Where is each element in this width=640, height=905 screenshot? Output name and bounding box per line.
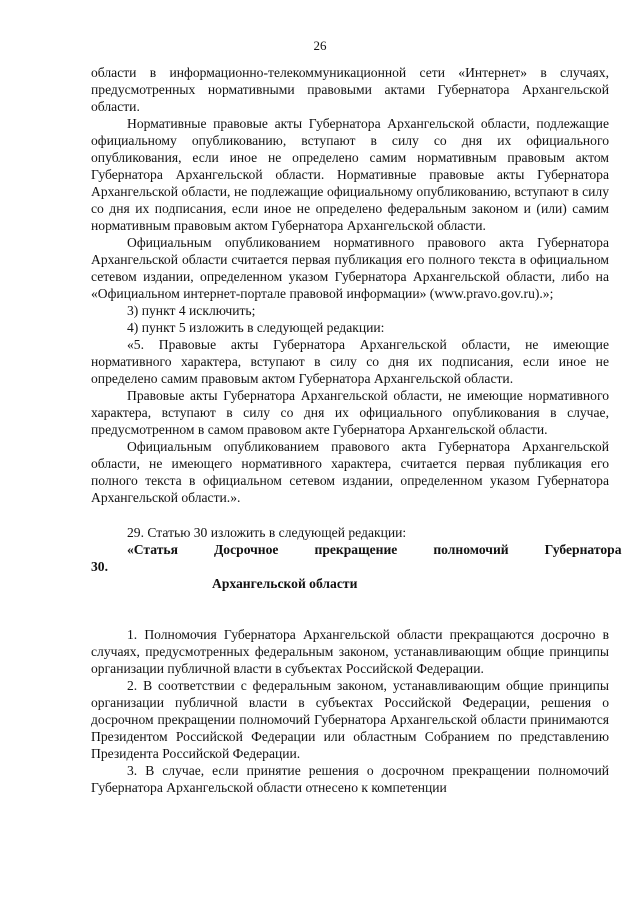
paragraph-1: области в информационно-телекоммуникационной сети «Интернет» в случаях, предусмотренных нормативными правовыми актами Губернатора Архангельской области. [91,65,609,114]
article-heading [91,541,622,575]
paragraph-3: Официальным опубликованием нормативного правового акта Губернатора Архангельской области считается первая публикация его полного текста в официальном сетевом издании, определенном указом Губернатора Архангельской области, либо на «Официальном интернет-портале правовой информации» (www.pravo.gov.ru).»; [91,235,609,301]
paragraph-11: 2. В соответствии с федеральным законом, устанавливающим общие принципы организации публичной власти в субъектах Российской Федерации, решения о досрочном прекращении полномочий Губернатора Архангельской области принимаются Президентом Российской Федерации или областным Собранием по представлению Президента Российской Федерации. [91,678,609,761]
paragraph-8: Официальным опубликованием правового акта Губернатора Архангельской области, не имеющего нормативного характера, считается первая публикация его полного текста в официальном сетевом издании, определенном указом Губернатора Архангельской области.». [91,439,609,505]
document-body [91,64,622,796]
article-heading-word: прекращение [314,542,398,557]
paragraph-7: Правовые акты Губернатора Архангельской области, не имеющие нормативного характера, вступают в силу со дня их официального опубликования в случае, предусмотренном в самом правовом акте Губернатора Архангельской области. [91,388,609,437]
paragraph-4: 3) пункт 4 исключить; [127,303,256,318]
paragraph-10: 1. Полномочия Губернатора Архангельской области прекращаются досрочно в случаях, предусмотренных федеральным законом, устанавливающим общие принципы организации публичной власти в субъектах Российской Федерации. [91,627,609,676]
paragraph-9: 29. Статью 30 изложить в следующей редакции: [127,525,407,540]
article-heading-line-2: Архангельской области [212,576,358,591]
article-heading-word: Губернатора [544,542,622,557]
paragraph-6: «5. Правовые акты Губернатора Архангельской области, не имеющие нормативного характера, вступают в силу со дня их подписания, если иное не определено самим правовым актом Губернатора Архангельской области. [91,337,609,386]
paragraph-12: 3. В случае, если принятие решения о досрочном прекращении полномочий Губернатора Архангельской области отнесено к компетенции [91,763,609,795]
page-number: 26 [313,38,327,53]
article-heading-word: Досрочное [213,542,279,557]
article-heading-word: «Статья 30. [91,542,178,574]
article-heading-word: полномочий [433,542,509,557]
paragraph-2: Нормативные правовые акты Губернатора Архангельской области, подлежащие официальному опубликованию, вступают в силу со дня их официального опубликования, если иное не определено самим нормативным правовым актом Губернатора Архангельской области. Нормативные правовые акты Губернатора Архангельской области, не подлежащие официальному опубликованию, вступают в силу со дня их подписания, если иное не определено федеральным законом и (или) самим нормативным правовым актом Губернатора Архангельской области. [91,116,609,233]
paragraph-5: 4) пункт 5 изложить в следующей редакции: [127,320,385,335]
